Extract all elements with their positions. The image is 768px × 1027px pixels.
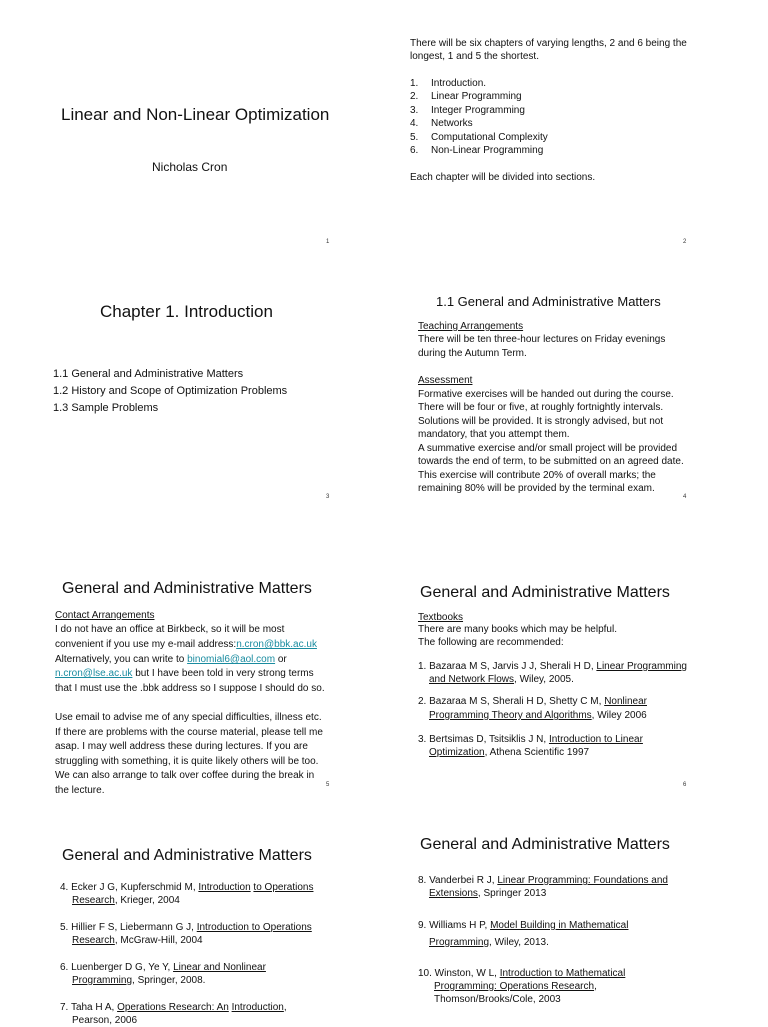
body-line: I do not have an office at Birkbeck, so it will be most [55, 624, 285, 635]
body-line: Solutions will be provided. It is strongly advised, but not [418, 416, 664, 427]
section-item: 1.3 Sample Problems [53, 402, 159, 414]
body-line: The following are recommended: [418, 637, 564, 648]
reference-item: 9. Williams H P, Model Building in Mathematical Programming, Wiley, 2013. [418, 920, 629, 948]
reference-item: 5. Hillier F S, Liebermann G J, Introduction to Operations Research, McGraw-Hill, 2004 [60, 922, 312, 946]
reference-item: 10. Winston, W L, Introduction to Mathematical Programming: Operations Research, Thomson/Brooks/Cole, 2003 [418, 968, 626, 1005]
body-line: If there are problems with the course material, please tell me [55, 727, 323, 738]
slide-title: General and Administrative Matters [420, 584, 670, 601]
reference-item: 1. Bazaraa M S, Jarvis J J, Sherali H D, Linear Programming and Network Flows, Wiley, 2005. [418, 661, 687, 685]
reference-item: 7. Taha H A, Operations Research: An Introduction, Pearson, 2006 [60, 1002, 287, 1026]
section-item: 1.1 General and Administrative Matters [53, 368, 244, 380]
body-line: towards the end of term, to be submitted on an agreed date. [418, 456, 684, 467]
page-number: 2 [683, 239, 687, 245]
section-title: 1.1 General and Administrative Matters [436, 294, 661, 309]
page-number: 6 [683, 782, 687, 788]
intro-line: There will be six chapters of varying lengths, 2 and 6 being the [410, 38, 687, 49]
section-item: 1.2 History and Scope of Optimization Problems [53, 385, 288, 397]
body-line: Use email to advise me of any special difficulties, illness etc. [55, 712, 322, 723]
list-item: 6. Non-Linear Programming [410, 145, 544, 157]
reference-item: 8. Vanderbei R J, Linear Programming: Foundations and Extensions, Springer 2013 [418, 875, 668, 899]
outro-line: Each chapter will be divided into sections. [410, 172, 596, 183]
chapter-title: Chapter 1. Introduction [100, 302, 273, 321]
body-line: We can also arrange to talk over coffee during the break in [55, 770, 315, 781]
page-number: 3 [326, 494, 330, 500]
teaching-heading: Teaching Arrangements [418, 321, 524, 332]
list-item: 4. Networks [410, 118, 473, 130]
body-line: struggling with something, it is quite likely others will be too. [55, 756, 319, 767]
intro-line: longest, 1 and 5 the shortest. [410, 51, 539, 62]
slide-title: General and Administrative Matters [420, 836, 670, 853]
email-link[interactable]: n.cron@bbk.ac.uk [236, 639, 317, 650]
body-line: asap. I may well address these during lectures. If you are [55, 741, 308, 752]
body-line: There will be four or five, at roughly fortnightly intervals. [418, 402, 664, 413]
page-number: 5 [326, 782, 330, 788]
textbooks-heading: Textbooks [418, 612, 464, 623]
document-title: Linear and Non-Linear Optimization [61, 105, 330, 124]
body-line: There will be ten three-hour lectures on Friday evenings [418, 334, 666, 345]
body-line: remaining 80% will be provided by the terminal exam. [418, 483, 655, 494]
author-name: Nicholas Cron [152, 160, 228, 174]
list-item: 3. Integer Programming [410, 104, 525, 116]
reference-item: 4. Ecker J G, Kupferschmid M, Introduction to Operations Research, Krieger, 2004 [60, 882, 314, 906]
page-number: 1 [326, 239, 330, 245]
email-link[interactable]: binomial6@aol.com [187, 654, 276, 665]
body-line: n.cron@lse.ac.uk but I have been told in very strong terms [55, 668, 314, 679]
email-link[interactable]: n.cron@lse.ac.uk [55, 668, 133, 679]
body-line: convenient if you use my e-mail address:n.cron@bbk.ac.uk [55, 639, 317, 650]
body-line: There are many books which may be helpful. [418, 624, 617, 635]
list-item: 5. Computational Complexity [410, 131, 548, 143]
body-line: A summative exercise and/or small project will be provided [418, 443, 677, 454]
reference-item: 3. Bertsimas D, Tsitsiklis J N, Introduction to Linear Optimization, Athena Scientific 1997 [418, 734, 643, 758]
body-line: mandatory, that you attempt them. [418, 429, 570, 440]
body-line: that I must use the .bbk address so I suppose I should do so. [55, 683, 325, 694]
slide-title: General and Administrative Matters [62, 580, 312, 597]
body-line: during the Autumn Term. [418, 348, 527, 359]
reference-item: 6. Luenberger D G, Ye Y, Linear and Nonlinear Programming, Springer, 2008. [60, 962, 266, 986]
chapter-list [410, 77, 548, 157]
slide-title: General and Administrative Matters [62, 847, 312, 864]
page-number: 4 [683, 494, 687, 500]
body-line: This exercise will contribute 20% of overall marks; the [418, 470, 656, 481]
assessment-heading: Assessment [418, 375, 473, 386]
contact-heading: Contact Arrangements [55, 610, 155, 621]
reference-item: 2. Bazaraa M S, Sherali H D, Shetty C M, Nonlinear Programming Theory and Algorithms, Wiley 2006 [418, 696, 647, 721]
body-line: Formative exercises will be handed out during the course. [418, 389, 674, 400]
body-line: Alternatively, you can write to binomial6@aol.com or [55, 654, 287, 665]
body-line: the lecture. [55, 785, 105, 796]
list-item: 2. Linear Programming [410, 91, 522, 103]
list-item: 1. Introduction. [410, 78, 487, 89]
